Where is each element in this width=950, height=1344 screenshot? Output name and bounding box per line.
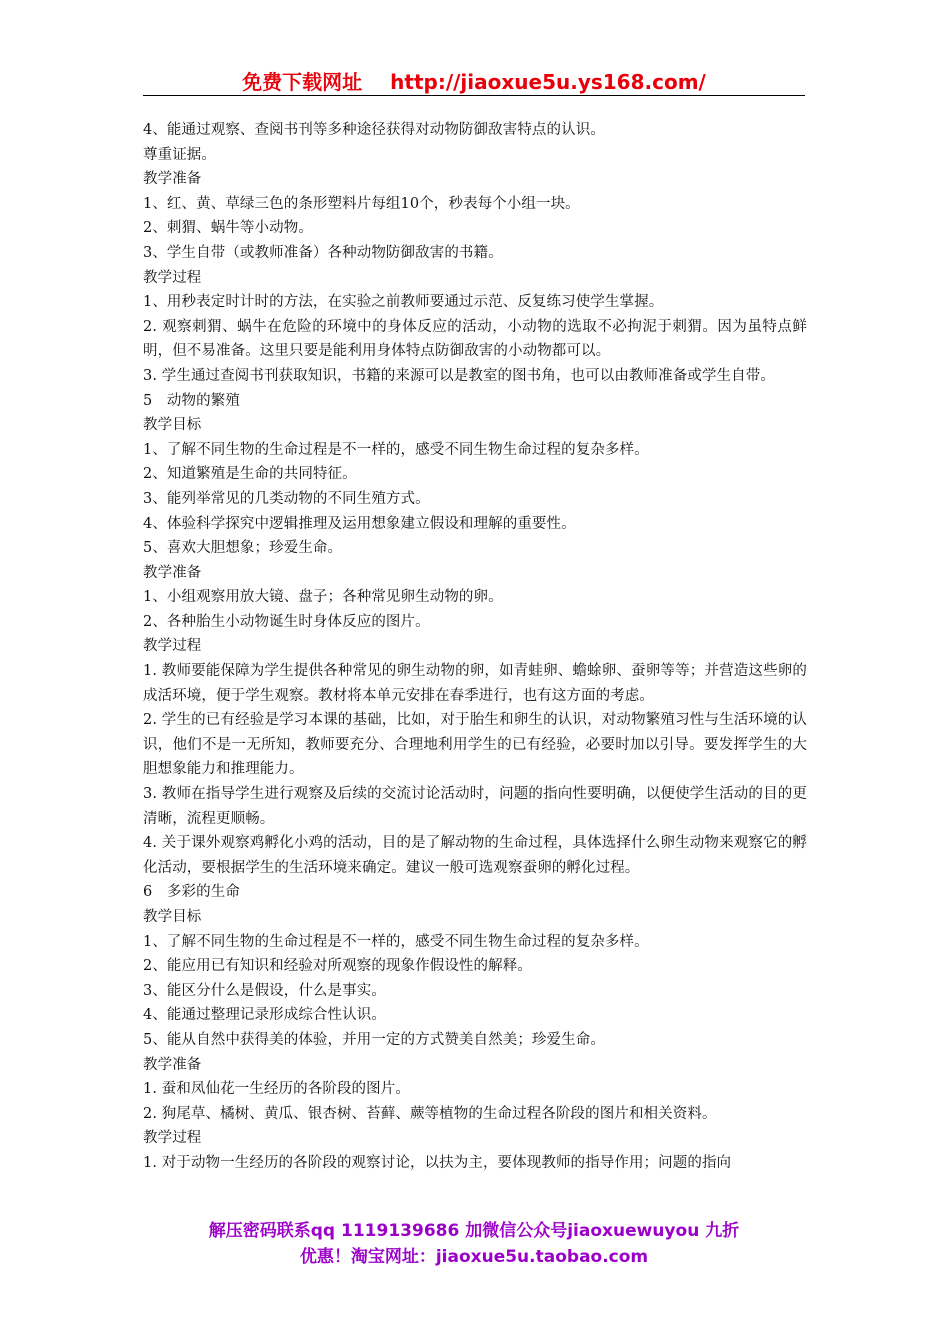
- lesson-title: 5 动物的繁殖: [143, 392, 240, 409]
- paragraph: 4、能通过整理记录形成综合性认识。: [143, 1007, 386, 1024]
- footer-line-shop: 优惠！淘宝网址：jiaoxue5u.taobao.com: [299, 1247, 649, 1267]
- document-body: [143, 118, 807, 1176]
- paragraph: 2、刺猬、蜗牛等小动物。: [143, 220, 313, 237]
- paragraph: 3. 学生通过查阅书刊获取知识，书籍的来源可以是教室的图书角，也可以由教师准备或学生自带。: [143, 367, 775, 384]
- header-divider: [143, 95, 805, 96]
- page-footer: [143, 1218, 805, 1270]
- footer-line-contact: 解压密码联系qq 1119139686 加微信公众号jiaoxuewuyou 九折: [208, 1221, 740, 1241]
- paragraph: 5、喜欢大胆想象；珍爱生命。: [143, 540, 343, 557]
- paragraph: 3、能列举常见的几类动物的不同生殖方式。: [143, 490, 430, 507]
- paragraph: 4、体验科学探究中逻辑推理及运用想象建立假设和理解的重要性。: [143, 515, 576, 532]
- paragraph: 2. 学生的已有经验是学习本课的基础，比如，对于胎生和卵生的认识，对动物繁殖习性与生活环境的认识，他们不是一无所知，教师要充分、合理地利用学生的已有经验，必要时加以引导。要发挥学生的大胆想象能力和推理能力。: [143, 712, 807, 778]
- paragraph: 2. 狗尾草、橘树、黄瓜、银杏树、苔藓、蕨等植物的生命过程各阶段的图片和相关资料。: [143, 1105, 717, 1122]
- paragraph: 5、能从自然中获得美的体验，并用一定的方式赞美自然美；珍爱生命。: [143, 1031, 605, 1048]
- paragraph: 1. 教师要能保障为学生提供各种常见的卵生动物的卵，如青蛙卵、蟾蜍卵、蚕卵等等；并营造这些卵的成活环境，便于学生观察。教材将本单元安排在春季进行，也有这方面的考虑。: [143, 663, 807, 704]
- paragraph: 4、能通过观察、查阅书刊等多种途径获得对动物防御敌害特点的认识。: [143, 122, 605, 138]
- paragraph: 2、各种胎生小动物诞生时身体反应的图片。: [143, 613, 430, 630]
- paragraph: 3. 教师在指导学生进行观察及后续的交流讨论活动时，问题的指向性要明确，以便使学生活动的目的更清晰，流程更顺畅。: [143, 786, 807, 827]
- section-heading: 教学目标: [143, 417, 202, 434]
- paragraph: 1、小组观察用放大镜、盘子；各种常见卵生动物的卵。: [143, 589, 503, 606]
- paragraph: 2、知道繁殖是生命的共同特征。: [143, 466, 357, 483]
- paragraph: 3、能区分什么是假设，什么是事实。: [143, 982, 386, 999]
- paragraph: 1、了解不同生物的生命过程是不一样的，感受不同生物生命过程的复杂多样。: [143, 441, 649, 458]
- section-heading: 教学准备: [143, 564, 202, 581]
- paragraph: 1、了解不同生物的生命过程是不一样的，感受不同生物生命过程的复杂多样。: [143, 933, 649, 950]
- section-heading: 教学准备: [143, 1056, 202, 1073]
- header-url-link[interactable]: http://jiaoxue5u.ys168.com/: [390, 70, 706, 94]
- paragraph: 2. 观察刺猬、蜗牛在危险的环境中的身体反应的活动，小动物的选取不必拘泥于刺猬。因为虽特点鲜明，但不易准备。这里只要是能利用身体特点防御敌害的小动物都可以。: [143, 318, 807, 360]
- section-heading: 教学目标: [143, 909, 202, 925]
- paragraph: 1. 蚕和凤仙花一生经历的各阶段的图片。: [143, 1081, 410, 1098]
- paragraph: 3、学生自带（或教师准备）各种动物防御敌害的书籍。: [143, 244, 503, 261]
- page-header: [143, 66, 805, 96]
- section-heading: 教学准备: [143, 171, 202, 188]
- header-label: 免费下载网址: [242, 70, 363, 94]
- section-heading: 教学过程: [143, 638, 202, 655]
- section-heading: 教学过程: [143, 1130, 202, 1147]
- paragraph: 1、用秒表定时计时的方法，在实验之前教师要通过示范、反复练习使学生掌握。: [143, 294, 664, 311]
- paragraph: 尊重证据。: [143, 146, 216, 163]
- paragraph: 4. 关于课外观察鸡孵化小鸡的活动，目的是了解动物的生命过程，具体选择什么卵生动物来观察它的孵化活动，要根据学生的生活环境来确定。建议一般可选观察蚕卵的孵化过程。: [143, 835, 807, 876]
- paragraph: 1、红、黄、草绿三色的条形塑料片每组10个，秒表每个小组一块。: [143, 195, 580, 212]
- paragraph: 2、能应用已有知识和经验对所观察的现象作假设性的解释。: [143, 958, 532, 975]
- section-heading: 教学过程: [143, 269, 202, 286]
- paragraph: 1. 对于动物一生经历的各阶段的观察讨论，以扶为主，要体现教师的指导作用；问题的指向: [143, 1154, 732, 1171]
- lesson-title: 6 多彩的生命: [143, 884, 240, 901]
